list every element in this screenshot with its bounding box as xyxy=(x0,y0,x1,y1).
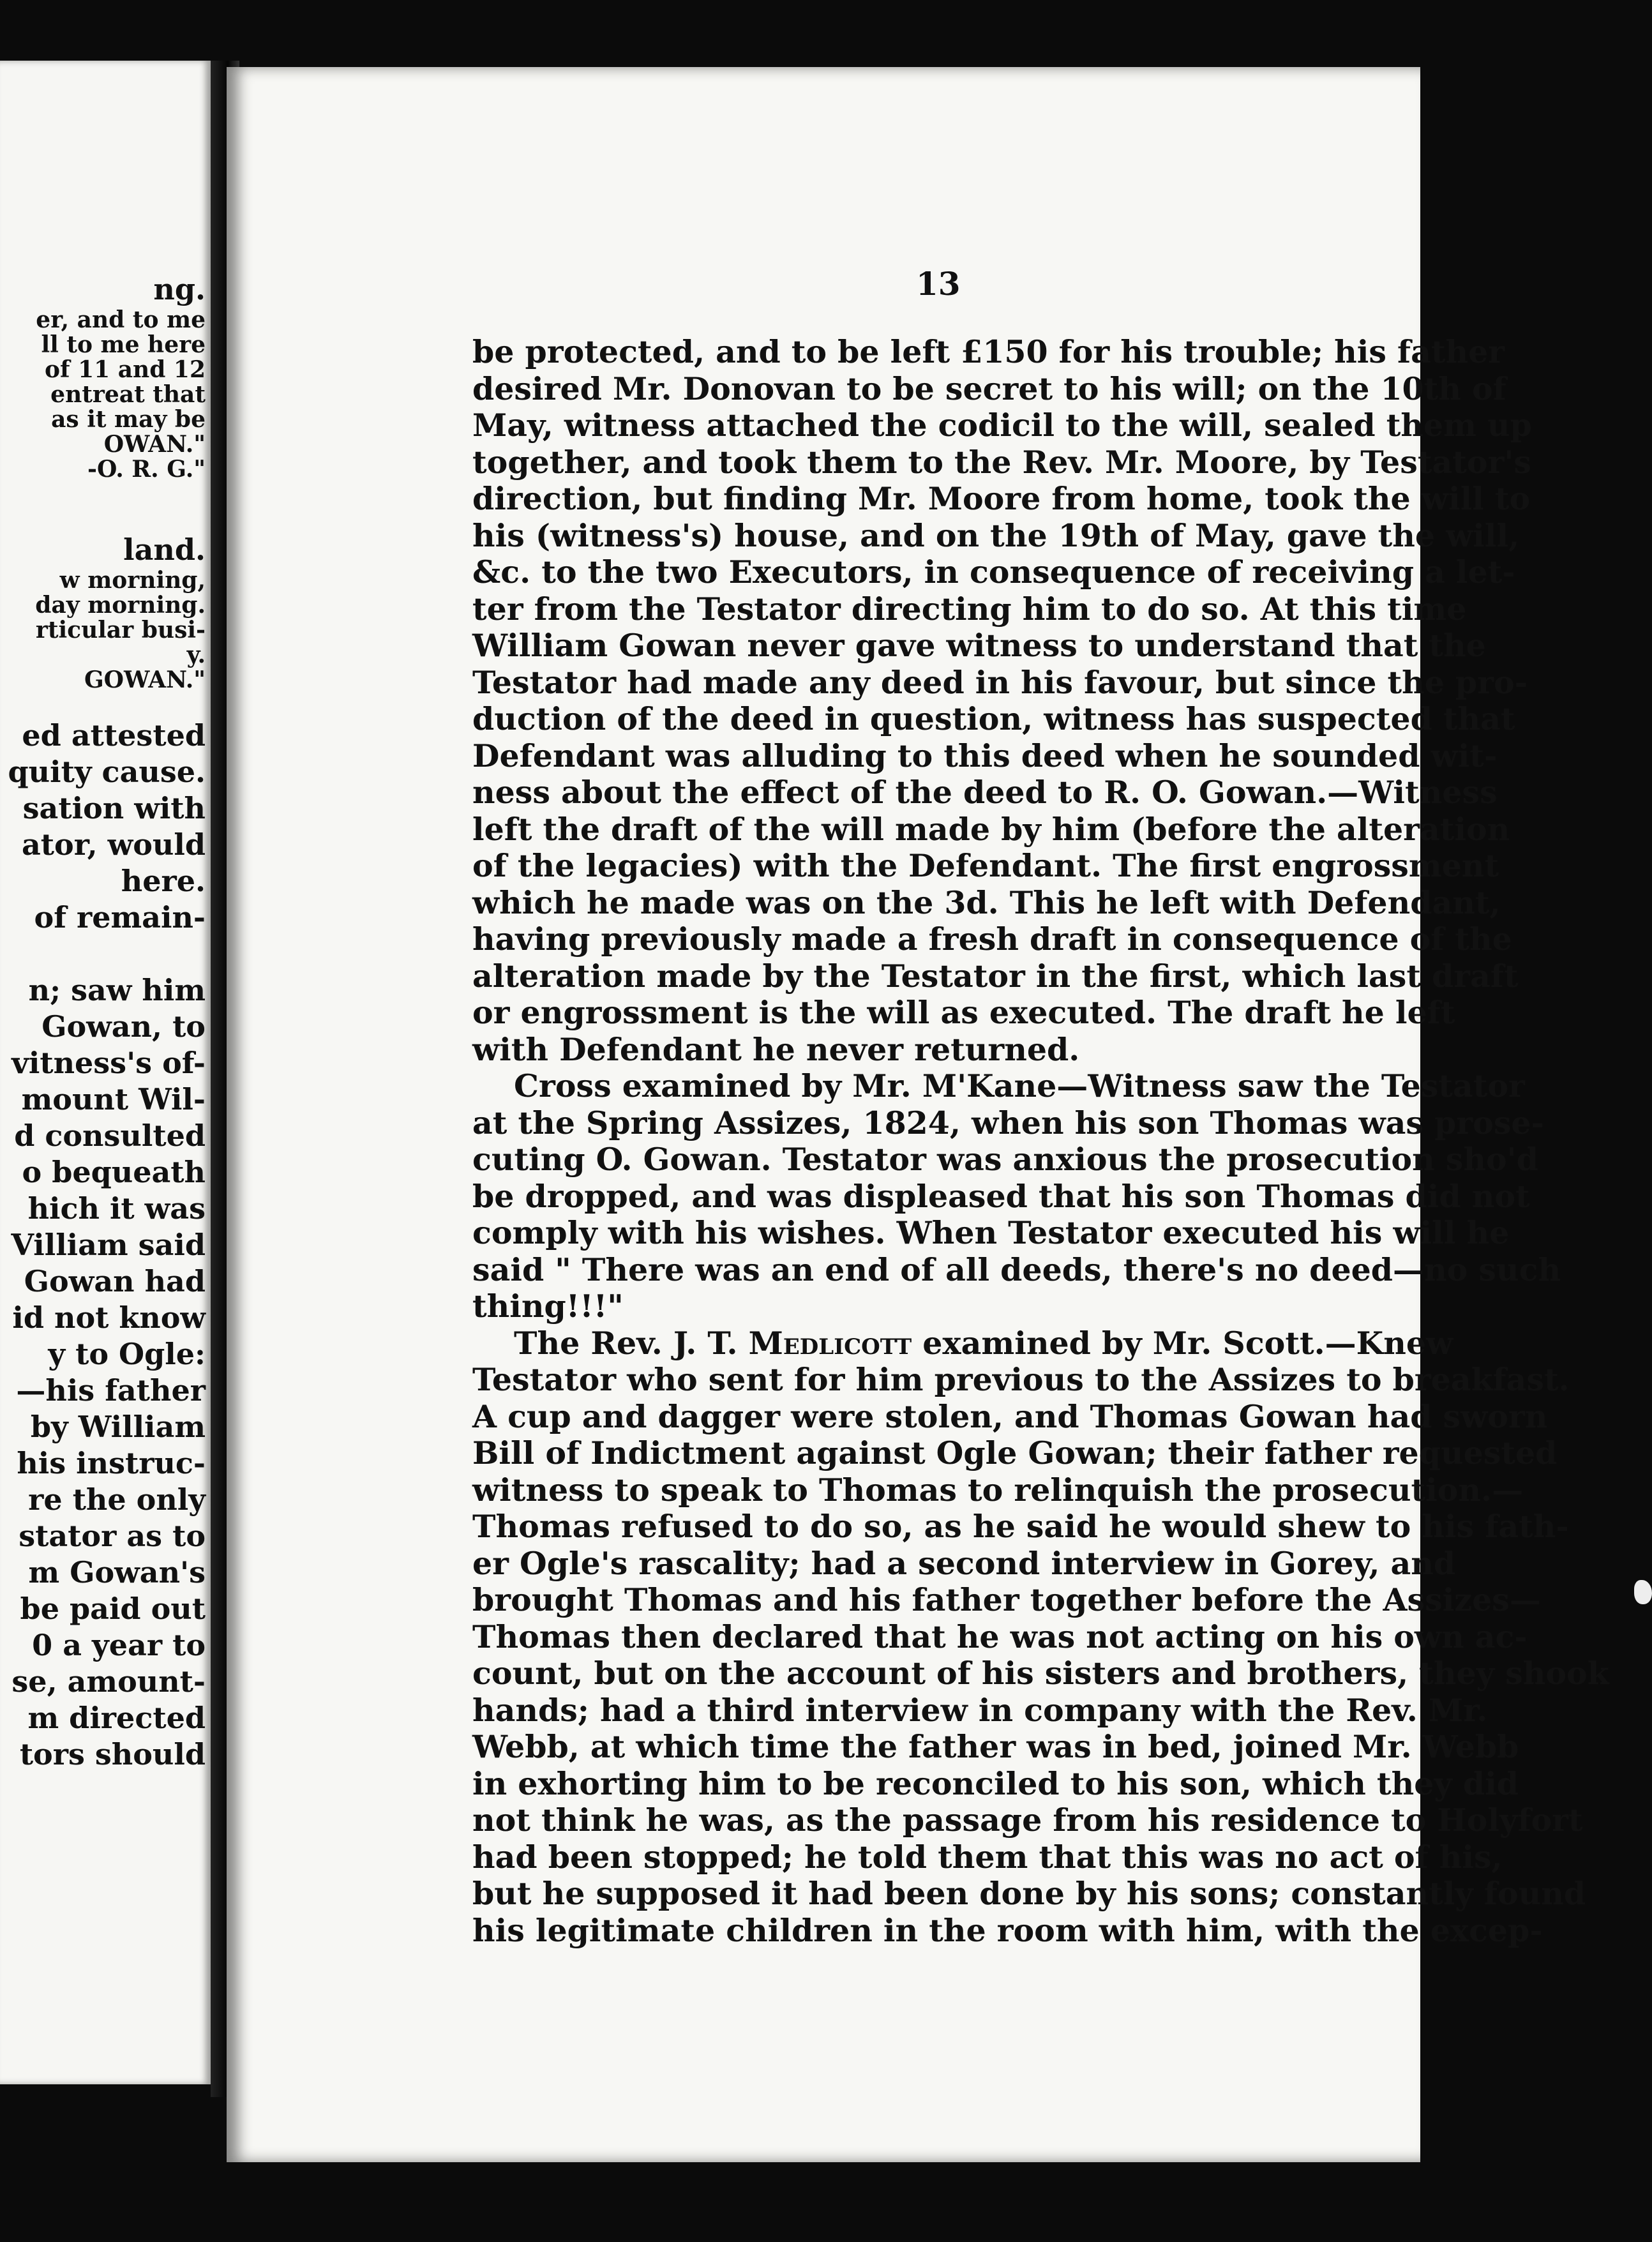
page-body-text xyxy=(472,333,1609,1949)
text-line xyxy=(472,1397,1548,1436)
text-line xyxy=(472,553,1515,591)
text-segment: or engrossment is the will as executed. The draft he left xyxy=(472,994,1455,1031)
text-line xyxy=(472,1544,1456,1583)
text-line xyxy=(472,1214,1510,1252)
text-segment: The Rev. J. T. xyxy=(514,1324,749,1362)
text-segment: ness about the effect of the deed to R. O. Gowan.—Witness xyxy=(472,774,1498,811)
text-line xyxy=(472,1764,1519,1803)
text-segment: brought Thomas and his father together before the Assizes— xyxy=(472,1581,1541,1618)
previous-page-line: ed attested xyxy=(22,718,206,753)
previous-page-line: ll to me here xyxy=(41,331,206,358)
text-segment: having previously made a fresh draft in consequence of the xyxy=(472,921,1512,958)
text-segment: William Gowan never gave witness to understand that the xyxy=(472,627,1486,664)
previous-page-text xyxy=(0,271,206,1773)
text-segment: comply with his wishes. When Testator executed his will he xyxy=(472,1214,1510,1251)
book-page xyxy=(227,67,1609,2162)
text-segment: count, but on the account of his sisters and brothers, they shook xyxy=(472,1655,1609,1692)
text-segment: of the legacies) with the Defendant. The first engrossment xyxy=(472,847,1499,884)
text-segment: be protected, and to be left £150 for his trouble; his father xyxy=(472,333,1505,370)
text-line xyxy=(472,957,1519,995)
text-line xyxy=(472,1032,1446,1069)
previous-page-line: m Gowan's xyxy=(28,1555,206,1590)
text-line xyxy=(472,590,1467,628)
text-segment: duction of the deed in question, witness has suspected that xyxy=(472,700,1515,737)
text-line xyxy=(472,1728,1519,1766)
previous-page-line: w morning, xyxy=(59,567,206,594)
previous-page-line: re the only xyxy=(28,1482,206,1517)
previous-page-line xyxy=(0,507,206,532)
text-line xyxy=(472,994,1455,1032)
previous-page-line: hich it was xyxy=(27,1191,206,1226)
previous-page-line: Gowan had xyxy=(24,1264,206,1298)
text-segment: be dropped, and was displeased that his son Thomas did not xyxy=(472,1177,1530,1215)
text-segment: his (witness's) house, and on the 19th of May, gave the will, xyxy=(472,516,1520,554)
text-segment: &c. to the two Executors, in consequence of receiving a let- xyxy=(472,553,1515,591)
previous-page-line: 0 a year to xyxy=(32,1628,206,1662)
text-segment: examined by Mr. Scott.—Knew xyxy=(912,1324,1453,1362)
text-line xyxy=(472,1251,1561,1289)
text-line xyxy=(472,1434,1558,1472)
text-segment: direction, but finding Mr. Moore from home, took the will to xyxy=(472,480,1531,517)
text-segment: Thomas refused to do so, as he said he would shew to his fath- xyxy=(472,1508,1569,1545)
previous-page-line: OWAN." xyxy=(103,431,206,458)
text-line xyxy=(472,407,1532,444)
previous-page-line: stator as to xyxy=(19,1519,206,1553)
text-line xyxy=(472,774,1498,811)
text-line xyxy=(472,921,1512,958)
previous-page-line: —his father xyxy=(16,1373,206,1408)
text-segment: but he supposed it had been done by his sons; constantly found xyxy=(472,1875,1586,1912)
text-line xyxy=(472,1177,1530,1215)
text-segment: A cup and dagger were stolen, and Thomas Gowan had sworn xyxy=(472,1397,1548,1435)
text-line xyxy=(472,1288,1446,1325)
text-segment: May, witness attached the codicil to the will, sealed them up xyxy=(472,407,1532,444)
previous-page-line: here. xyxy=(121,864,206,898)
text-segment: desired Mr. Donovan to be secret to his will; on the 10th of xyxy=(472,370,1506,407)
previous-page-line: land. xyxy=(123,532,206,567)
text-line xyxy=(472,516,1520,555)
text-line xyxy=(472,333,1505,371)
text-segment: which he made was on the 3d. This he left with Defendant, xyxy=(472,884,1501,921)
text-line xyxy=(472,1838,1503,1876)
text-line xyxy=(472,1655,1609,1692)
text-segment: Webb, at which time the father was in bed, joined Mr. Webb xyxy=(472,1728,1519,1765)
text-segment: in exhorting him to be reconciled to his son, which they did xyxy=(472,1764,1519,1802)
previous-page-line: entreat that xyxy=(50,381,206,408)
previous-page-line: mount Wil- xyxy=(21,1082,206,1117)
text-segment: said " There was an end of all deeds, there's no deed—no such xyxy=(472,1251,1561,1288)
text-line xyxy=(472,663,1528,702)
previous-page-line: ng. xyxy=(153,272,206,306)
previous-page-line: sation with xyxy=(22,791,206,825)
text-segment: Cross examined by Mr. M'Kane—Witness saw the Testator xyxy=(514,1067,1525,1104)
text-segment: Thomas then declared that he was not acting on his own ac- xyxy=(472,1618,1528,1655)
text-line xyxy=(472,1875,1586,1913)
text-segment: left the draft of the will made by him (before the alteration xyxy=(472,810,1510,848)
text-segment: Defendant was alluding to this deed when he sounded wit- xyxy=(472,737,1498,774)
previous-page-line: of 11 and 12 xyxy=(45,356,206,383)
previous-page-line: GOWAN." xyxy=(84,666,206,693)
text-line xyxy=(472,1324,1453,1362)
previous-page-line: Gowan, to xyxy=(41,1009,206,1044)
previous-page-line: quity cause. xyxy=(8,755,206,789)
text-segment: hands; had a third interview in company with the Rev. Mr. xyxy=(472,1691,1488,1729)
previous-page-line: m directed xyxy=(27,1701,206,1735)
text-segment: alteration made by the Testator in the first, which last draft xyxy=(472,957,1519,995)
text-line xyxy=(472,1471,1524,1509)
text-segment: his legitimate children in the room with him, with the excep- xyxy=(472,1911,1543,1949)
previous-page-line: n; saw him xyxy=(28,973,206,1007)
text-line xyxy=(472,1581,1541,1619)
previous-page-line: day morning. xyxy=(35,592,206,619)
text-segment: thing!!!" xyxy=(472,1288,624,1325)
previous-page-line: d consulted xyxy=(14,1118,206,1153)
previous-page-line xyxy=(0,482,206,507)
previous-page-line: of remain- xyxy=(34,900,206,935)
previous-page-line: ator, would xyxy=(21,827,206,862)
page-edge-mark xyxy=(1634,1580,1652,1604)
text-line xyxy=(472,1802,1583,1839)
text-line xyxy=(472,480,1531,518)
text-segment: witness to speak to Thomas to relinquish the prosecution.— xyxy=(472,1471,1524,1508)
previous-page-line: rticular busi- xyxy=(35,617,206,643)
text-line xyxy=(472,1067,1525,1105)
text-segment: at the Spring Assizes, 1824, when his son Thomas was prose- xyxy=(472,1104,1544,1141)
text-line xyxy=(472,700,1515,738)
previous-page-line: his instruc- xyxy=(17,1446,206,1480)
text-line xyxy=(472,810,1510,848)
text-line xyxy=(472,443,1531,481)
previous-page-line: y to Ogle: xyxy=(48,1337,206,1371)
text-line xyxy=(472,370,1506,408)
previous-page-line: er, and to me xyxy=(36,306,206,333)
text-segment: er Ogle's rascality; had a second interview in Gorey, and xyxy=(472,1544,1456,1582)
previous-page-line: as it may be xyxy=(51,406,206,433)
text-line xyxy=(472,1361,1570,1399)
previous-page-line: Villiam said xyxy=(11,1228,206,1262)
text-segment: ter from the Testator directing him to do so. At this time xyxy=(472,590,1467,628)
text-line xyxy=(472,1508,1569,1546)
previous-page-line: y. xyxy=(186,642,206,668)
previous-page-line: se, amount- xyxy=(11,1664,206,1699)
previous-page-line: o bequeath xyxy=(22,1155,206,1189)
text-segment: Testator who sent for him previous to the Assizes to breakfast. xyxy=(472,1361,1570,1398)
text-segment: Bill of Indictment against Ogle Gowan; their father requested xyxy=(472,1434,1558,1471)
previous-page-line: be paid out xyxy=(20,1591,206,1626)
text-line xyxy=(472,1618,1528,1656)
text-line xyxy=(472,1911,1543,1950)
text-line xyxy=(472,627,1486,665)
text-segment: together, and took them to the Rev. Mr. Moore, by Testator's xyxy=(472,443,1531,481)
text-line xyxy=(472,1104,1544,1142)
previous-page-line xyxy=(0,936,206,972)
previous-page-line: vitness's of- xyxy=(11,1046,206,1080)
previous-page-line: -O. R. G." xyxy=(87,456,206,483)
text-line xyxy=(472,1141,1538,1178)
small-caps-name: Medlicott xyxy=(748,1324,912,1362)
page-number: 13 xyxy=(916,265,961,303)
text-line xyxy=(472,884,1501,922)
text-segment: Testator had made any deed in his favour, but since the pro- xyxy=(472,663,1528,701)
text-line xyxy=(472,737,1498,775)
previous-page-line: by William xyxy=(30,1410,206,1444)
previous-page-fragment xyxy=(0,61,211,2084)
previous-page-line xyxy=(0,693,206,718)
text-segment: cuting O. Gowan. Testator was anxious the prosecution sho'd xyxy=(472,1141,1538,1178)
text-line xyxy=(472,1691,1488,1729)
text-segment: not think he was, as the passage from his residence to Holyfort xyxy=(472,1802,1583,1839)
previous-page-line: id not know xyxy=(12,1300,206,1335)
text-segment: had been stopped; he told them that this was no act of his, xyxy=(472,1838,1503,1876)
previous-page-line: tors should xyxy=(19,1737,206,1772)
text-segment: with Defendant he never returned. xyxy=(472,1030,1080,1068)
text-line xyxy=(472,847,1499,885)
